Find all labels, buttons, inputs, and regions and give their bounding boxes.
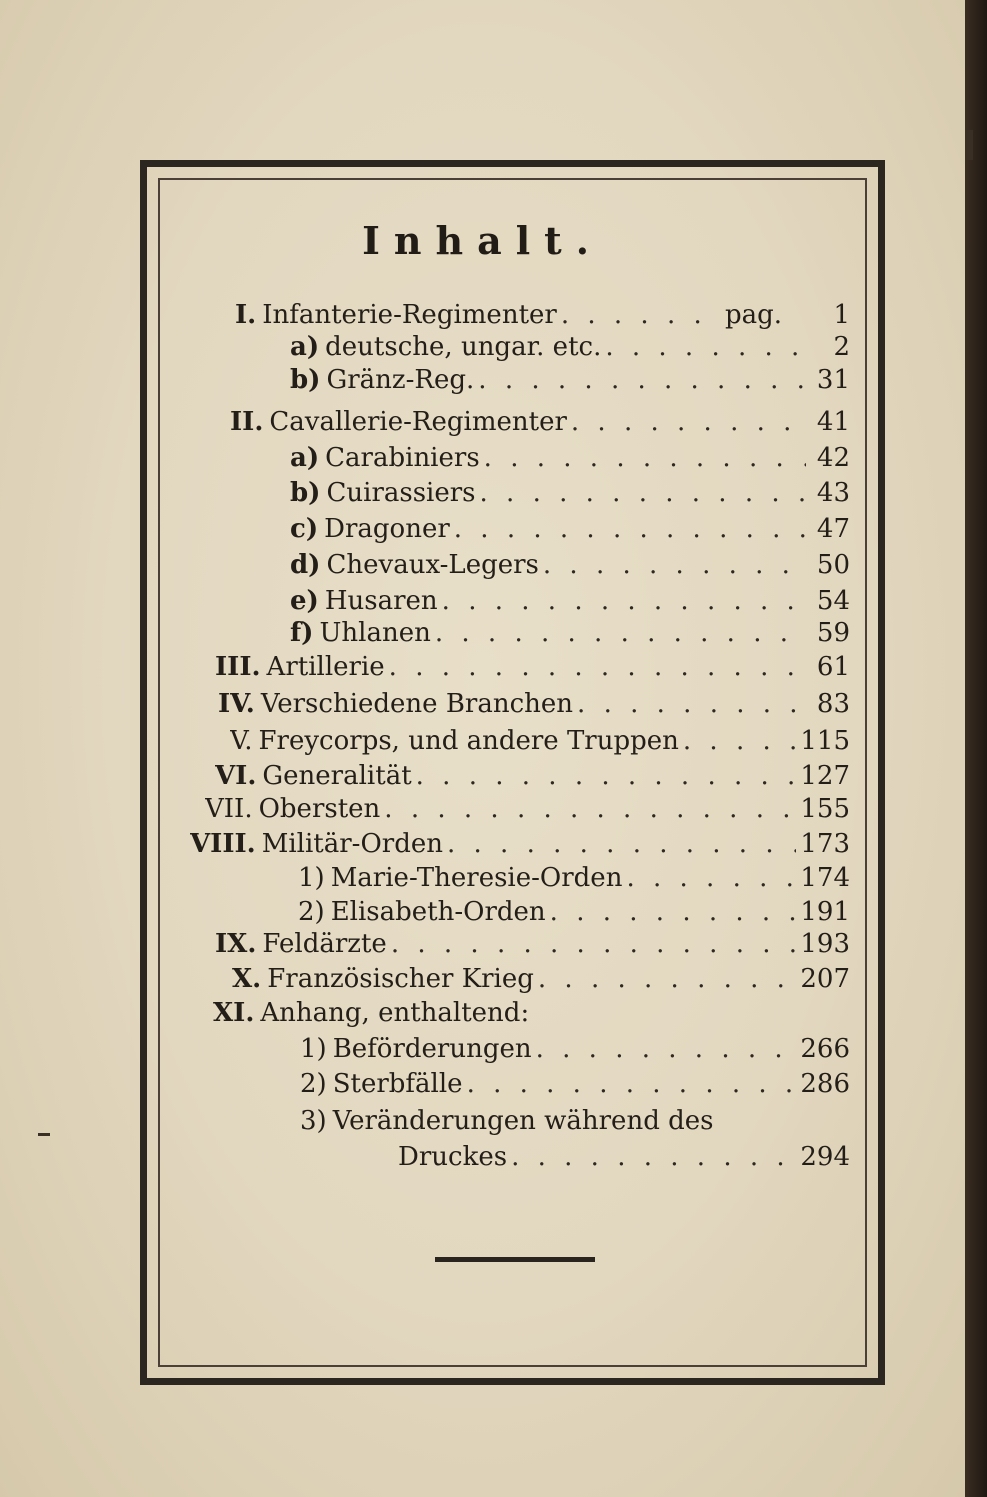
toc-leader-dots <box>538 964 796 994</box>
toc-entry-number: XI. <box>213 998 255 1028</box>
toc-entry <box>298 897 850 931</box>
toc-leader-dots <box>391 929 797 959</box>
toc-entry-number: V. <box>230 726 253 756</box>
margin-mark <box>38 1133 50 1136</box>
toc-entry-number: II. <box>230 407 264 437</box>
toc-leader-dots <box>626 863 796 893</box>
toc-entry-label: Gränz-Reg. <box>326 365 475 395</box>
toc-entry-label: Verschiedene Branchen <box>260 689 574 719</box>
toc-entry <box>290 365 850 399</box>
toc-entry-label: Carabiniers <box>325 443 480 473</box>
toc-entry-label: Militär-Orden <box>261 829 443 859</box>
toc-entry <box>300 1106 850 1140</box>
toc-entry-label: Feldärzte <box>262 929 387 959</box>
toc-entry-page: 191 <box>800 897 850 927</box>
toc-entry-page: 294 <box>800 1142 850 1172</box>
toc-entry-page: 286 <box>800 1069 850 1099</box>
toc-entry <box>230 407 850 441</box>
toc-entry-page: 42 <box>816 443 850 473</box>
toc-entry-number: 3) <box>300 1106 327 1136</box>
toc-entry <box>300 1034 850 1068</box>
toc-entry-label: Druckes <box>398 1142 508 1172</box>
toc-entry <box>215 929 850 963</box>
toc-entry-label: Chevaux-Legers <box>326 550 539 580</box>
toc-entry-page: 174 <box>800 863 850 893</box>
toc-leader-dots <box>577 689 806 719</box>
toc-entry-label: Anhang, enthaltend: <box>260 998 530 1028</box>
toc-entry <box>290 550 850 584</box>
toc-leader-dots <box>561 300 721 330</box>
toc-entry-label: Freycorps, und andere Truppen <box>258 726 679 756</box>
toc-entry-label: deutsche, ungar. etc. <box>325 332 602 362</box>
toc-leader-dots <box>543 550 806 580</box>
toc-entry-number: VI. <box>215 761 257 791</box>
toc-leader-dots <box>389 652 806 682</box>
closing-rule <box>435 1257 595 1262</box>
toc-leader-dots <box>384 794 796 824</box>
toc-entry-number: 1) <box>298 863 325 893</box>
toc-entry-label: Cuirassiers <box>326 478 476 508</box>
toc-leader-dots <box>442 586 806 616</box>
toc-entry-number: 2) <box>298 897 325 927</box>
toc-entry-label: Marie-Theresie-Orden <box>330 863 623 893</box>
toc-entry <box>290 514 850 548</box>
toc-page-prefix: pag. <box>724 300 782 330</box>
toc-entry-number: I. <box>235 300 257 330</box>
toc-entry <box>290 586 850 620</box>
toc-leader-dots <box>435 618 806 648</box>
toc-entry-page: 83 <box>816 689 850 719</box>
toc-entry <box>398 1142 850 1176</box>
toc-leader-dots <box>550 897 797 927</box>
toc-entry <box>190 829 850 863</box>
toc-entry-page: 193 <box>800 929 850 959</box>
toc-leader-dots <box>454 514 806 544</box>
toc-entry-label: Infanterie-Regimenter <box>262 300 557 330</box>
toc-entry-number: X. <box>232 964 262 994</box>
toc-leader-dots <box>416 761 797 791</box>
toc-leader-dots <box>683 726 796 756</box>
toc-entry-page: 207 <box>800 964 850 994</box>
toc-entry <box>290 478 850 512</box>
toc-leader-dots <box>484 443 806 473</box>
toc-entry-number: b) <box>290 365 321 395</box>
toc-entry-label: Uhlanen <box>319 618 431 648</box>
toc-entry-number: a) <box>290 332 320 362</box>
toc-entry-label: Obersten <box>258 794 381 824</box>
toc-entry-number: e) <box>290 586 319 616</box>
toc-entry-number: 2) <box>300 1069 327 1099</box>
toc-entry-label: Artillerie <box>266 652 385 682</box>
page-title: Inhalt. <box>362 218 603 263</box>
toc-entry-number: III. <box>215 652 261 682</box>
toc-entry <box>215 652 850 686</box>
toc-leader-dots <box>571 407 806 437</box>
toc-entry-page: 43 <box>816 478 850 508</box>
toc-leader-dots <box>605 332 806 362</box>
toc-entry-page: 50 <box>816 550 850 580</box>
toc-leader-dots <box>447 829 796 859</box>
toc-entry-number: f) <box>290 618 314 648</box>
toc-entry-page: 41 <box>816 407 850 437</box>
toc-entry-number: d) <box>290 550 321 580</box>
toc-entry-label: Cavallerie-Regimenter <box>269 407 567 437</box>
toc-entry-page: 1 <box>833 300 850 330</box>
toc-entry <box>205 794 850 828</box>
toc-entry-page: 59 <box>816 618 850 648</box>
toc-entry-label: Beförderungen <box>332 1034 532 1064</box>
toc-entry-number: b) <box>290 478 321 508</box>
toc-entry <box>218 689 850 723</box>
toc-entry-number: 1) <box>300 1034 327 1064</box>
toc-entry <box>235 300 850 334</box>
toc-entry <box>215 761 850 795</box>
toc-entry <box>230 726 850 760</box>
toc-entry <box>290 332 850 366</box>
toc-entry-page: 2 <box>833 332 850 362</box>
toc-leader-dots <box>480 478 806 508</box>
toc-entry-page: 155 <box>800 794 850 824</box>
toc-entry-label: Husaren <box>324 586 438 616</box>
toc-entry-page: 266 <box>800 1034 850 1064</box>
toc-entry-number: VIII. <box>190 829 256 859</box>
toc-entry <box>232 964 850 998</box>
toc-entry-number: IX. <box>215 929 257 959</box>
spine-mark <box>965 130 973 160</box>
toc-entry-number: VII. <box>205 794 253 824</box>
toc-entry-page: 115 <box>800 726 850 756</box>
toc-entry-page: 173 <box>800 829 850 859</box>
toc-entry-label: Sterbfälle <box>332 1069 463 1099</box>
toc-entry-label: Generalität <box>262 761 412 791</box>
toc-entry <box>300 1069 850 1103</box>
toc-entry-number: a) <box>290 443 320 473</box>
toc-leader-dots <box>511 1142 796 1172</box>
toc-entry-page: 31 <box>816 365 850 395</box>
toc-entry-number: c) <box>290 514 319 544</box>
toc-entry-label: Französischer Krieg <box>267 964 534 994</box>
toc-entry-page: 54 <box>816 586 850 616</box>
toc-entry-page: 127 <box>800 761 850 791</box>
toc-entry-label: Veränderungen während des <box>332 1106 714 1136</box>
toc-entry-number: IV. <box>218 689 255 719</box>
toc-entry <box>290 443 850 477</box>
toc-leader-dots <box>478 365 806 395</box>
toc-leader-dots <box>467 1069 797 1099</box>
toc-entry-label: Elisabeth-Orden <box>330 897 546 927</box>
toc-entry-page: 47 <box>816 514 850 544</box>
toc-entry <box>290 618 850 652</box>
toc-entry <box>298 863 850 897</box>
book-spine <box>965 0 987 1497</box>
toc-entry-label: Dragoner <box>324 514 450 544</box>
toc-leader-dots <box>536 1034 797 1064</box>
toc-entry-page: 61 <box>816 652 850 682</box>
toc-entry <box>213 998 850 1032</box>
